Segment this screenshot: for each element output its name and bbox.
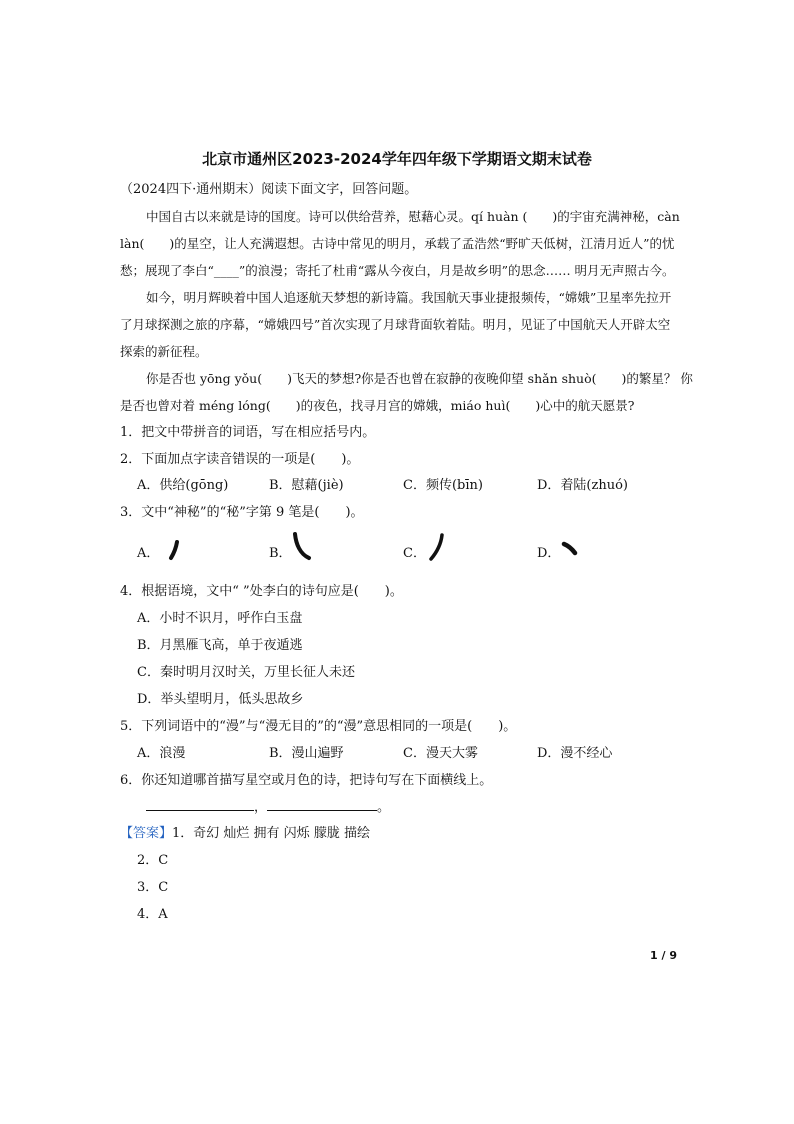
answer-2: 2．C [137,853,169,868]
option-a: A．小时不识月，呼作白玉盘 [137,611,303,626]
page-number: 1 / 9 [650,949,677,962]
option-c: C． [403,546,426,561]
option-b: B．月黑雁飞高，单于夜遁逃 [137,638,303,653]
stroke-pie-short-icon [167,538,183,564]
passage-line: 你是否也 yōng yǒu( )飞天的梦想?你是否也曾在寂静的夜晚仰望 shǎn shuò( )的繁星？ 你 [146,371,693,386]
option-a: A．供给(gōng) [137,478,229,493]
answer-blank-2[interactable] [267,798,377,811]
option-d: D．举头望明月，低头思故乡 [137,692,304,707]
option-d: D．着陆(zhuó) [537,478,628,493]
question-3: 3．文中“神秘”的“秘”字第 9 笔是( )。 [120,505,364,520]
passage-line: 探索的新征程。 [120,344,208,359]
question-4: 4．根据语境，文中“ ”处李白的诗句应是( )。 [120,584,403,599]
answer-3: 3．C [137,880,169,895]
question-2-options [137,476,697,496]
option-a: A． [137,546,160,561]
question-2: 2．下面加点字读音错误的一项是( )。 [120,452,360,467]
option-b: B．漫山遍野 [269,746,344,761]
option-b: B．慰藉(jiè) [269,478,344,493]
answer-end: 。 [377,800,391,815]
option-d: D． [537,546,561,561]
passage-line: làn( )的星空，让人充满遐想。古诗中常见的明月，承载了孟浩然“野旷天低树，江清月近人”的忧 [120,236,675,251]
exam-title: 北京市通州区2023-2024学年四年级下学期语文期末试卷 [202,150,592,168]
stroke-pie-long-icon [427,532,447,564]
question-5: 5．下列词语中的“漫”与“漫无目的”的“漫”意思相同的一项是( )。 [120,719,517,734]
question-4-option-c [137,663,697,683]
question-4-option-a [137,609,697,629]
option-d: D．漫不经心 [537,746,613,761]
answer-tag: 【答案】 [120,826,173,841]
question-1: 1．把文中带拼音的词语，写在相应括号内。 [120,425,376,440]
answer-blank-1[interactable] [146,798,254,811]
answer-1-text: 1．奇幻 灿烂 拥有 闪烁 朦胧 描绘 [172,826,370,841]
answer-4: 4．A [137,907,168,922]
option-a: A．浪漫 [137,746,186,761]
source-note: （2024四下·通州期末）阅读下面文字，回答问题。 [120,182,418,197]
stroke-wogou-icon [291,530,313,564]
passage-line: 了月球探测之旅的序幕，“嫦娥四号”首次实现了月球背面软着陆。明月，见证了中国航天人开辟太空 [120,317,671,332]
question-5-options [137,744,697,764]
answer-1 [120,824,680,844]
question-6: 6．你还知道哪首描写星空或月色的诗，把诗句写在下面横线上。 [120,773,493,788]
option-c: C．频传(bīn) [403,478,483,493]
option-c: C．漫天大雾 [403,746,478,761]
option-c: C．秦时明月汉时关，万里长征人未还 [137,665,355,680]
answer-separator: ， [254,800,268,815]
passage-line: 中国自古以来就是诗的国度。诗可以供给营养，慰藉心灵。qí huàn ( )的宇宙充满神秘，càn [146,209,680,224]
question-4-option-d [137,690,697,710]
stroke-dian-icon [561,540,579,556]
question-3-options [137,538,697,564]
option-b: B． [269,546,292,561]
passage-line: 如今，明月辉映着中国人追逐航天梦想的新诗篇。我国航天事业捷报频传，“嫦娥”卫星率先拉开 [146,290,672,305]
passage-line: 愁；展现了李白“____”的浪漫；寄托了杜甫“露从今夜白，月是故乡明”的思念…… 明月无声照古今。 [120,263,675,278]
passage-line: 是否也曾对着 méng lóng( )的夜色，找寻月宫的嫦娥，miáo huì( )心中的航天愿景? [120,398,635,413]
question-4-option-b [137,636,697,656]
answer-lines [146,798,706,818]
